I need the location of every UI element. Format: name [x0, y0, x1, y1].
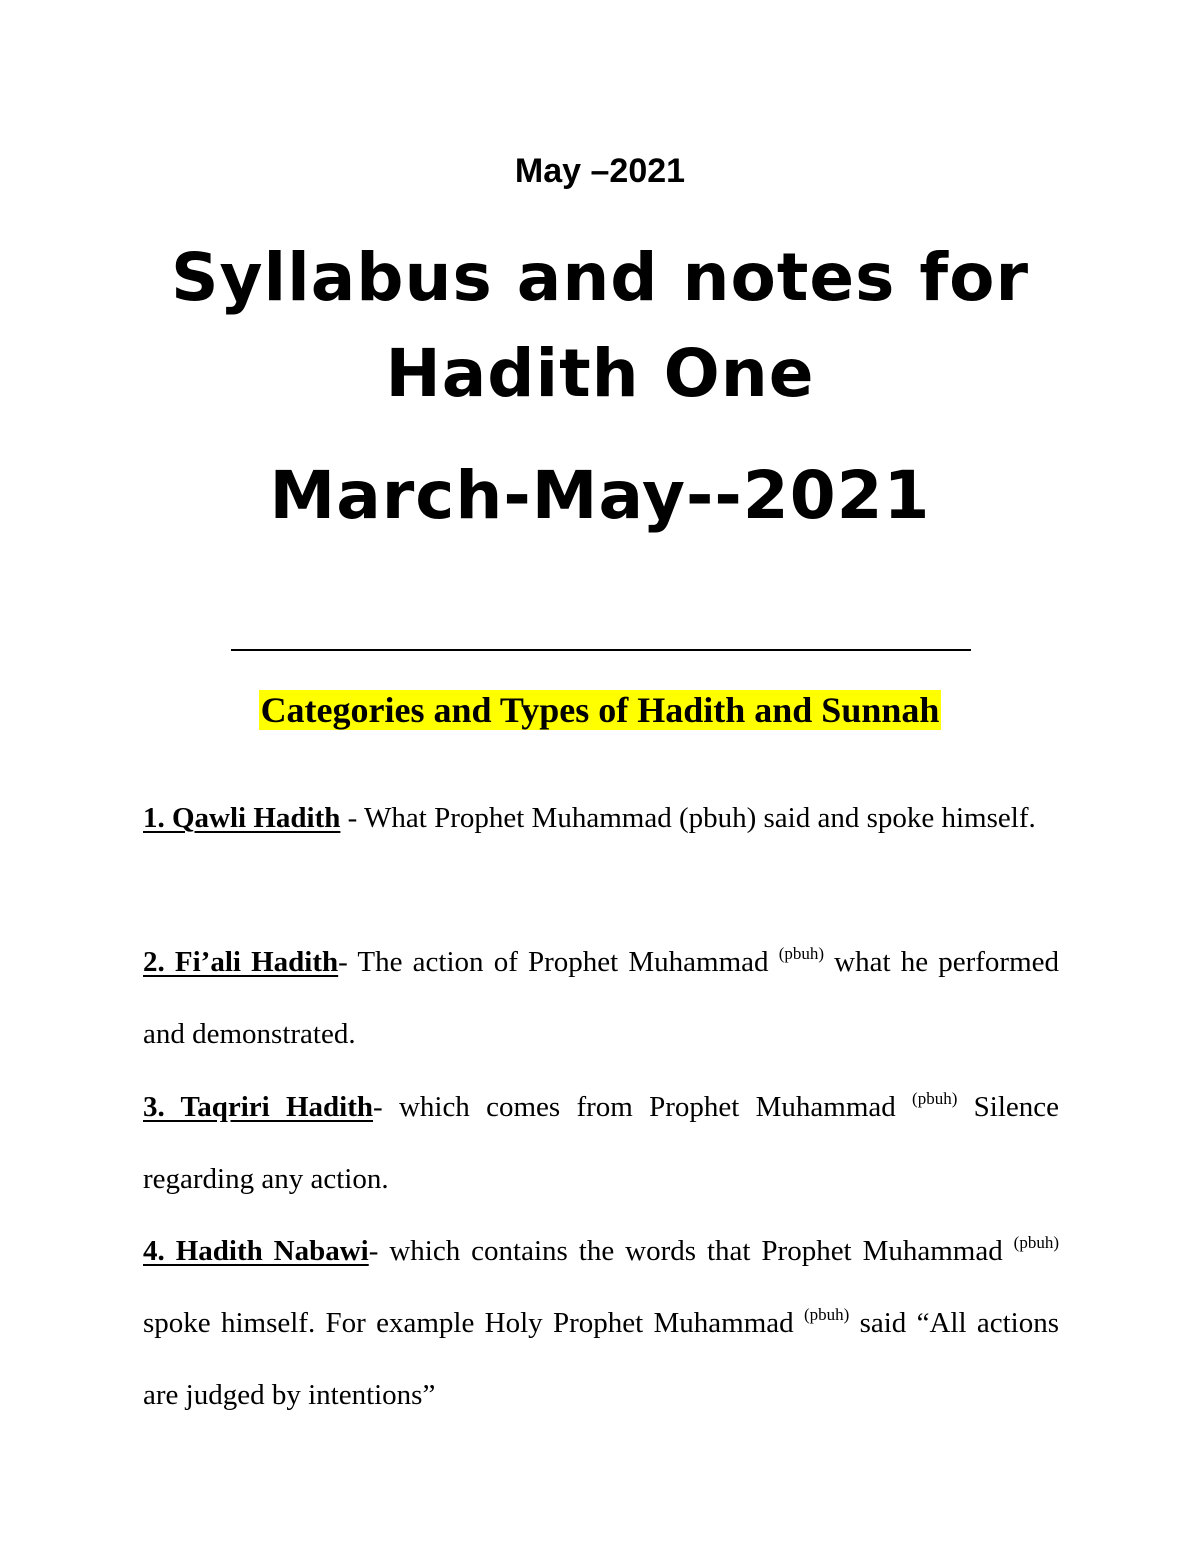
document-title-line-2: Hadith One [385, 335, 815, 412]
document-title-line-3: March-May--2021 [269, 457, 931, 534]
term-taqriri-hadith: 3. Taqriri Hadith [143, 1091, 373, 1123]
list-item-taqriri-hadith [143, 1071, 1059, 1215]
term-qawli-hadith: 1. Qawli Hadith [143, 802, 341, 834]
definition-text: spoke himself. For example Holy Prophet Muhammad [143, 1307, 804, 1339]
section-heading [0, 686, 1200, 734]
list-item-qawli-hadith [143, 782, 1059, 854]
horizontal-divider [231, 649, 971, 651]
honorific-superscript: (pbuh) [778, 944, 825, 963]
list-item-fiali-hadith [143, 926, 1059, 1070]
definition-text: - which contains the words that Prophet Muhammad [368, 1235, 1014, 1267]
document-title-line-1: Syllabus and notes for [170, 239, 1030, 316]
definition-text: - What Prophet Muhammad (pbuh) said and spoke himself. [340, 802, 1036, 834]
honorific-superscript: (pbuh) [912, 1089, 958, 1108]
list-item-hadith-nabawi [143, 1215, 1059, 1431]
term-fiali-hadith: 2. Fi’ali Hadith [143, 946, 339, 978]
definition-text: what he performed and demonstrated. [143, 946, 1060, 1050]
definition-text: - The action of Prophet Muhammad [338, 946, 779, 978]
honorific-superscript: (pbuh) [1013, 1233, 1059, 1252]
definition-text: Silence regarding any action. [143, 1091, 1060, 1195]
definition-text: said “All actions are judged by intentions” [143, 1307, 1060, 1411]
honorific-superscript: (pbuh) [803, 1305, 850, 1324]
term-hadith-nabawi: 4. Hadith Nabawi [143, 1235, 369, 1267]
definition-text: - which comes from Prophet Muhammad [373, 1091, 913, 1123]
document-date: May –2021 [514, 152, 686, 190]
highlighted-heading-text: Categories and Types of Hadith and Sunnah [260, 690, 940, 730]
